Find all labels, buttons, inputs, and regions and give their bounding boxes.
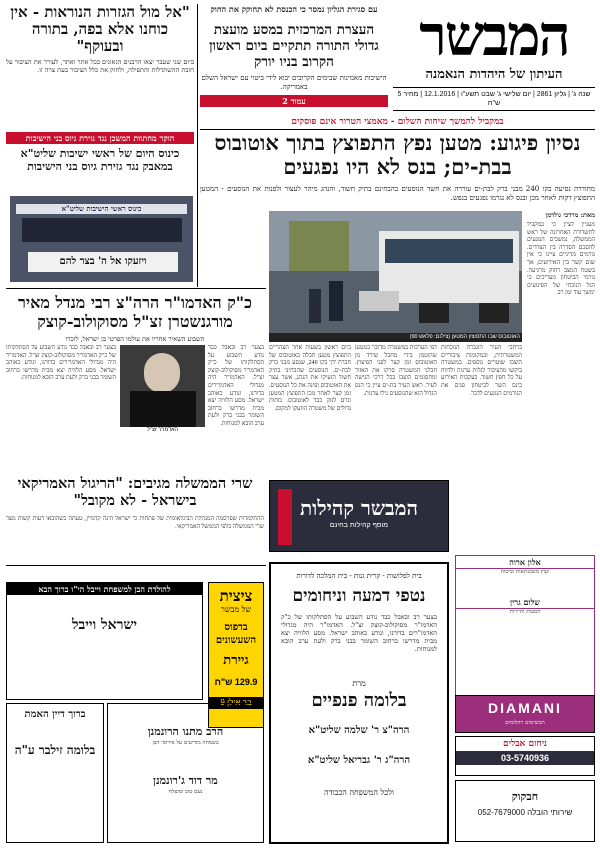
teaser-kicker: עם סגירת הגליון נמסר כי הכנסת לא תחוקק את החוק [210, 4, 378, 14]
dateline: שנה ג' | גליון 2861 | יום שלישי ג' שבט תשע"ו | 12.1.2016 | מחיר 5 ש"ח [393, 87, 595, 111]
newspaper-logo: המבשר [419, 3, 569, 69]
portrait-robe [130, 391, 196, 427]
ad-chavakuk-body: שירותי הובלה 052-7679000 [477, 808, 573, 817]
left-photo [10, 196, 193, 282]
left-quote-headline: "אל מול הגזרות הנוראות - אין כוחנו אלא בפה, בתורה ובעוקף" [10, 3, 190, 55]
right-ad-1-body: יעוץ משכנתאות וביטוח [500, 569, 550, 575]
left-headline-2: כינוס היום של ראשי ישיבות שליט"א במאבק נגד גזירת גיוס בני הישיבות [20, 147, 180, 173]
mid-notice-1-body: בשמחה מודיעים על אירוסי הבן [152, 740, 219, 746]
row-divider [6, 288, 266, 289]
row-divider [6, 565, 266, 566]
masthead [393, 5, 595, 110]
left-quote-body: ביום שני שעבר יצאו הרבנים הגאונים בכל אתר ואתר, לעורר את הציבור על חובת ההשתדלות והתפילה, ולחזק את כלל הציבור בעת צרה זו. [6, 58, 194, 74]
notice-line-3: הרה"ג ר' גבריאל שליט"א [307, 755, 411, 766]
govt-headline[interactable]: שרי הממשלה מגיבים: "הריגול האמריקאי בישראל - לא מקובל" [17, 475, 253, 509]
mid-notice-1-head: הרב מתנו הרונמנן [147, 725, 224, 738]
ad-kehilot-sub: מוסף קהילות בחינם [329, 522, 389, 529]
ad-diamani-title: DIAMANI [488, 700, 562, 716]
notice-headline: נטפי דמעה וניחומים [292, 586, 426, 606]
notice-top: בית לפלושות - קרית גנות - בית המלכה לדורות [296, 572, 422, 580]
ad-tzitzit-l2: של מבשר [220, 605, 252, 614]
ribbon-icon [278, 489, 292, 545]
ad-nichum[interactable] [455, 736, 595, 776]
mid-notice-2-body: נעם טוב ומוצלח [168, 789, 203, 795]
notice-line-1: מרת [352, 679, 366, 688]
main-subhead: מחודרה נסיעה בקו 240 מבני ברק לבת-ים עוררה את חשד הנוסעים בהבחינם בתיק חשוד, והנהג מיהר לעצור ולפנות את הנוסעים - המטען התפוצץ דקות לאחר מכן ובנס לא נגרמו נפגעים בנפש. [200, 185, 595, 202]
condolence-notice [269, 562, 449, 844]
right-ad-1[interactable]: אלון ארוה [456, 556, 594, 569]
portrait-face [144, 353, 180, 393]
main-body-col-2: לפי הערכות במשטרה מדובר במטען שהוטמן בידי מחבל שירד מן האוטובוס זמן קצר לפני הפיצוץ. חבלני המשטרה סרקו את האזור ומחסומים הוצבו בכל דרכי הגישה לעיר. ראש העיר בת-ים ציין כי הנס הגדול הוא שהנוסעים גילו ערנות. [355, 345, 437, 397]
teaser-headline: העצרת המרכזית במסע מועצת גדולי התורה תתקיים ביום ראשון הקרוב בניו יורק [209, 22, 379, 70]
left-redbar: הוקר מחתוות המשכן נגד גזירת גיוס בני הישיבות [6, 132, 194, 144]
notice-name: בלומה פנפיים [311, 690, 407, 711]
ad-tzitzit-l3: בדפוס השעשונים [215, 622, 257, 646]
ad-chavakuk-title: חבקוק [511, 790, 539, 803]
obit-body-left: בצער רב ובאבל כבד נודע השבוע על הסתלקותו של כ"ק האדמו"ר מסוקולוב-קוצק זצ"ל. האדמו"ר היה מגדולי האדמו"רים בדורנו, ונודע כאוהב ישראל. מסע הלוויה יצא מבית מדרשו ברחוב השומר בבני ברק ולעת ערב הובא למנוחות. [6, 345, 116, 382]
notice-intro: בצער רב ובאבל כבד נודע השבוע על הסתלקותו של כ"ק האדמו"ר מסוקולוב-קוצק זצ"ל. האדמו"ר היה מגדולי האדמו"רים בדורנו, ונודע כאוהב ישראל. מסע הלוויה יצא מבית מדרשו ברחוב השומר בבני ברק ולעת ערב הובא למנוחות. [281, 613, 437, 653]
main-photo [269, 211, 522, 333]
right-ad-2[interactable]: שלום גרין [456, 596, 594, 609]
left-notice-2 [6, 703, 104, 843]
obit-photo [120, 345, 205, 427]
bus-photo-graphic [269, 211, 522, 333]
ad-nichum-title: ניחום אבלים [503, 739, 547, 749]
left-notice-1-head: ישראל וייבל [71, 617, 138, 633]
ad-kehilot-title: המבשר קהילות [299, 496, 419, 520]
ad-chavakuk[interactable] [455, 780, 595, 842]
ad-tzitzit-price: 129.9 ש"ח [214, 677, 258, 687]
top-teaser[interactable] [200, 4, 388, 114]
ad-tzitzit-l1: ציצית [219, 587, 253, 605]
mid-notice-2-head: מר דוד ג'רונמנן [153, 774, 218, 787]
photo-caption: האוטובוס שבו התפוצץ המטען (צילום: פלאש 90) [269, 333, 522, 342]
ad-diamani-body: תכשיטים ויהלומים [505, 720, 545, 726]
main-headline[interactable]: נסיון פיגוע: מטען נפץ התפוצץ בתוך אוטובוס בבת-ים; בנס לא היו נפגעים [214, 130, 581, 179]
teaser-tag: עמוד 2 [200, 95, 388, 107]
obit-sub: השבוע השאיר אחריו את עולמו הפרטי בן ישראל, לזכרו [65, 335, 205, 343]
teaser-body: הישיבות מאמינות שבימים הקרובים יבוא לידי ביטוי עם ישראל השלם באמריקה. [201, 74, 387, 91]
right-column-body: מעניין לציין כי במקביל לתשדורת האחרונה של ראש הממשלה, נמשכים המגעים להסכם הסדרה בין הצדדים. גורמים מדיניים ציינו כי אין שום קשר בין האירועים, אך בשטח המצב רחוק מרגיעה. גורמי הביטחון מעריכים כי הגל הנוכחי של הפיגועים ימשך עוד זמן רב. [527, 222, 595, 297]
main-body-col-3: ברחבי העיר הוגברה הנוכחות המשטרתית, ובמקומות ציבוריים הוצבו שוטרים נוספים. במשטרה ביקשו מהציבור לגלות ערנות ולדווח על כל חפץ חשוד. בעקבות האירוע כינס השר לביטחון פנים את הגורמים הנוגעים לדבר. [441, 345, 522, 397]
left-notice-1-bar: להולדת הבן למשפחת וייבל הי"ו ברוך הבא [7, 583, 202, 595]
left-notice-2-body: בלומה זילבר ע"ה [14, 743, 96, 757]
ad-tzitzit-addr: בר אילן 9 [209, 697, 263, 709]
ad-tzitzit-l4: גיירת [223, 653, 249, 668]
left-column-top [6, 4, 194, 173]
notice-line-2: הרה"צ ר' שלמה שליט"א [308, 725, 410, 736]
ad-diamani[interactable] [455, 695, 595, 733]
obit-caption: האדמו"ר זצ"ל [146, 427, 179, 433]
col-divider [197, 4, 198, 287]
obit-headline[interactable]: כ"ק האדמו"ר הרה"צ רבי מנדל מאיר מורגנשטרן זצ"ל מסוקולוב-קוצק [18, 293, 252, 331]
newspaper-subtitle: העיתון של היהדות הנאמנה [425, 67, 563, 82]
left-notice-2-head: ברוך דיין האמת [24, 709, 86, 720]
section-strip: במקביל להמשך שיחות השלום - מאמצי הטרור אינם פוסקים [291, 117, 504, 127]
govt-body: ההתלמדות שפרסמה המנהלת הבינלאומית של פתחות כי ישראל הינה קדמיין, טעתה כשהובאו דעות קשות מצד שרי הממשלה כלפי הממשל האמריקאי. [6, 516, 264, 530]
ad-nichum-phone: 03-5740936 [456, 751, 594, 765]
main-byline: מאת: מרדכי גולדמן [545, 211, 595, 219]
photo-banner: כינוס ראשי הישיבות שליט"א [16, 204, 187, 214]
left-notice-1 [6, 582, 203, 700]
obit-body-right: בצער רב ובאבל כבד נודע השבוע על הסתלקותו של כ"ק האדמו"ר מסוקולוב-קוצק זצ"ל. האדמו"ר היה מגדולי האדמו"רים בדורנו, ונודע כאוהב ישראל. מסע הלוויה יצא מבית מדרשו ברחוב השומר בבני ברק ולעת ערב הובא למנוחות. [208, 345, 264, 427]
mid-notices [107, 703, 264, 843]
right-ad-2-body: הסעות ותיירות [509, 609, 541, 615]
ad-kehilot[interactable] [269, 480, 449, 552]
photo-sign: ויזעקו אל ה' בצר להם [28, 252, 178, 272]
photo-people [22, 218, 182, 242]
main-body-col-1: ביום ראשון בשעות אחר הצהריים התפוצץ מטען חבלה באוטובוס של חברת 'דן' בקו 240, שנסע מבני ברק לבת-ים. הנוסעים שהבחינו בתיק חשוד הזעיקו את הנהג, אשר עצר את האוטובוס ופינה את כל הנוסעים. זמן קצר לאחר מכן התפוצץ המטען וגרם לנזק כבד לאוטובוס. כוחות גדולים של משטרה הוזעקו למקום. [269, 345, 351, 412]
notice-line-4: ולכל המשפחה הכבודה [324, 788, 394, 797]
